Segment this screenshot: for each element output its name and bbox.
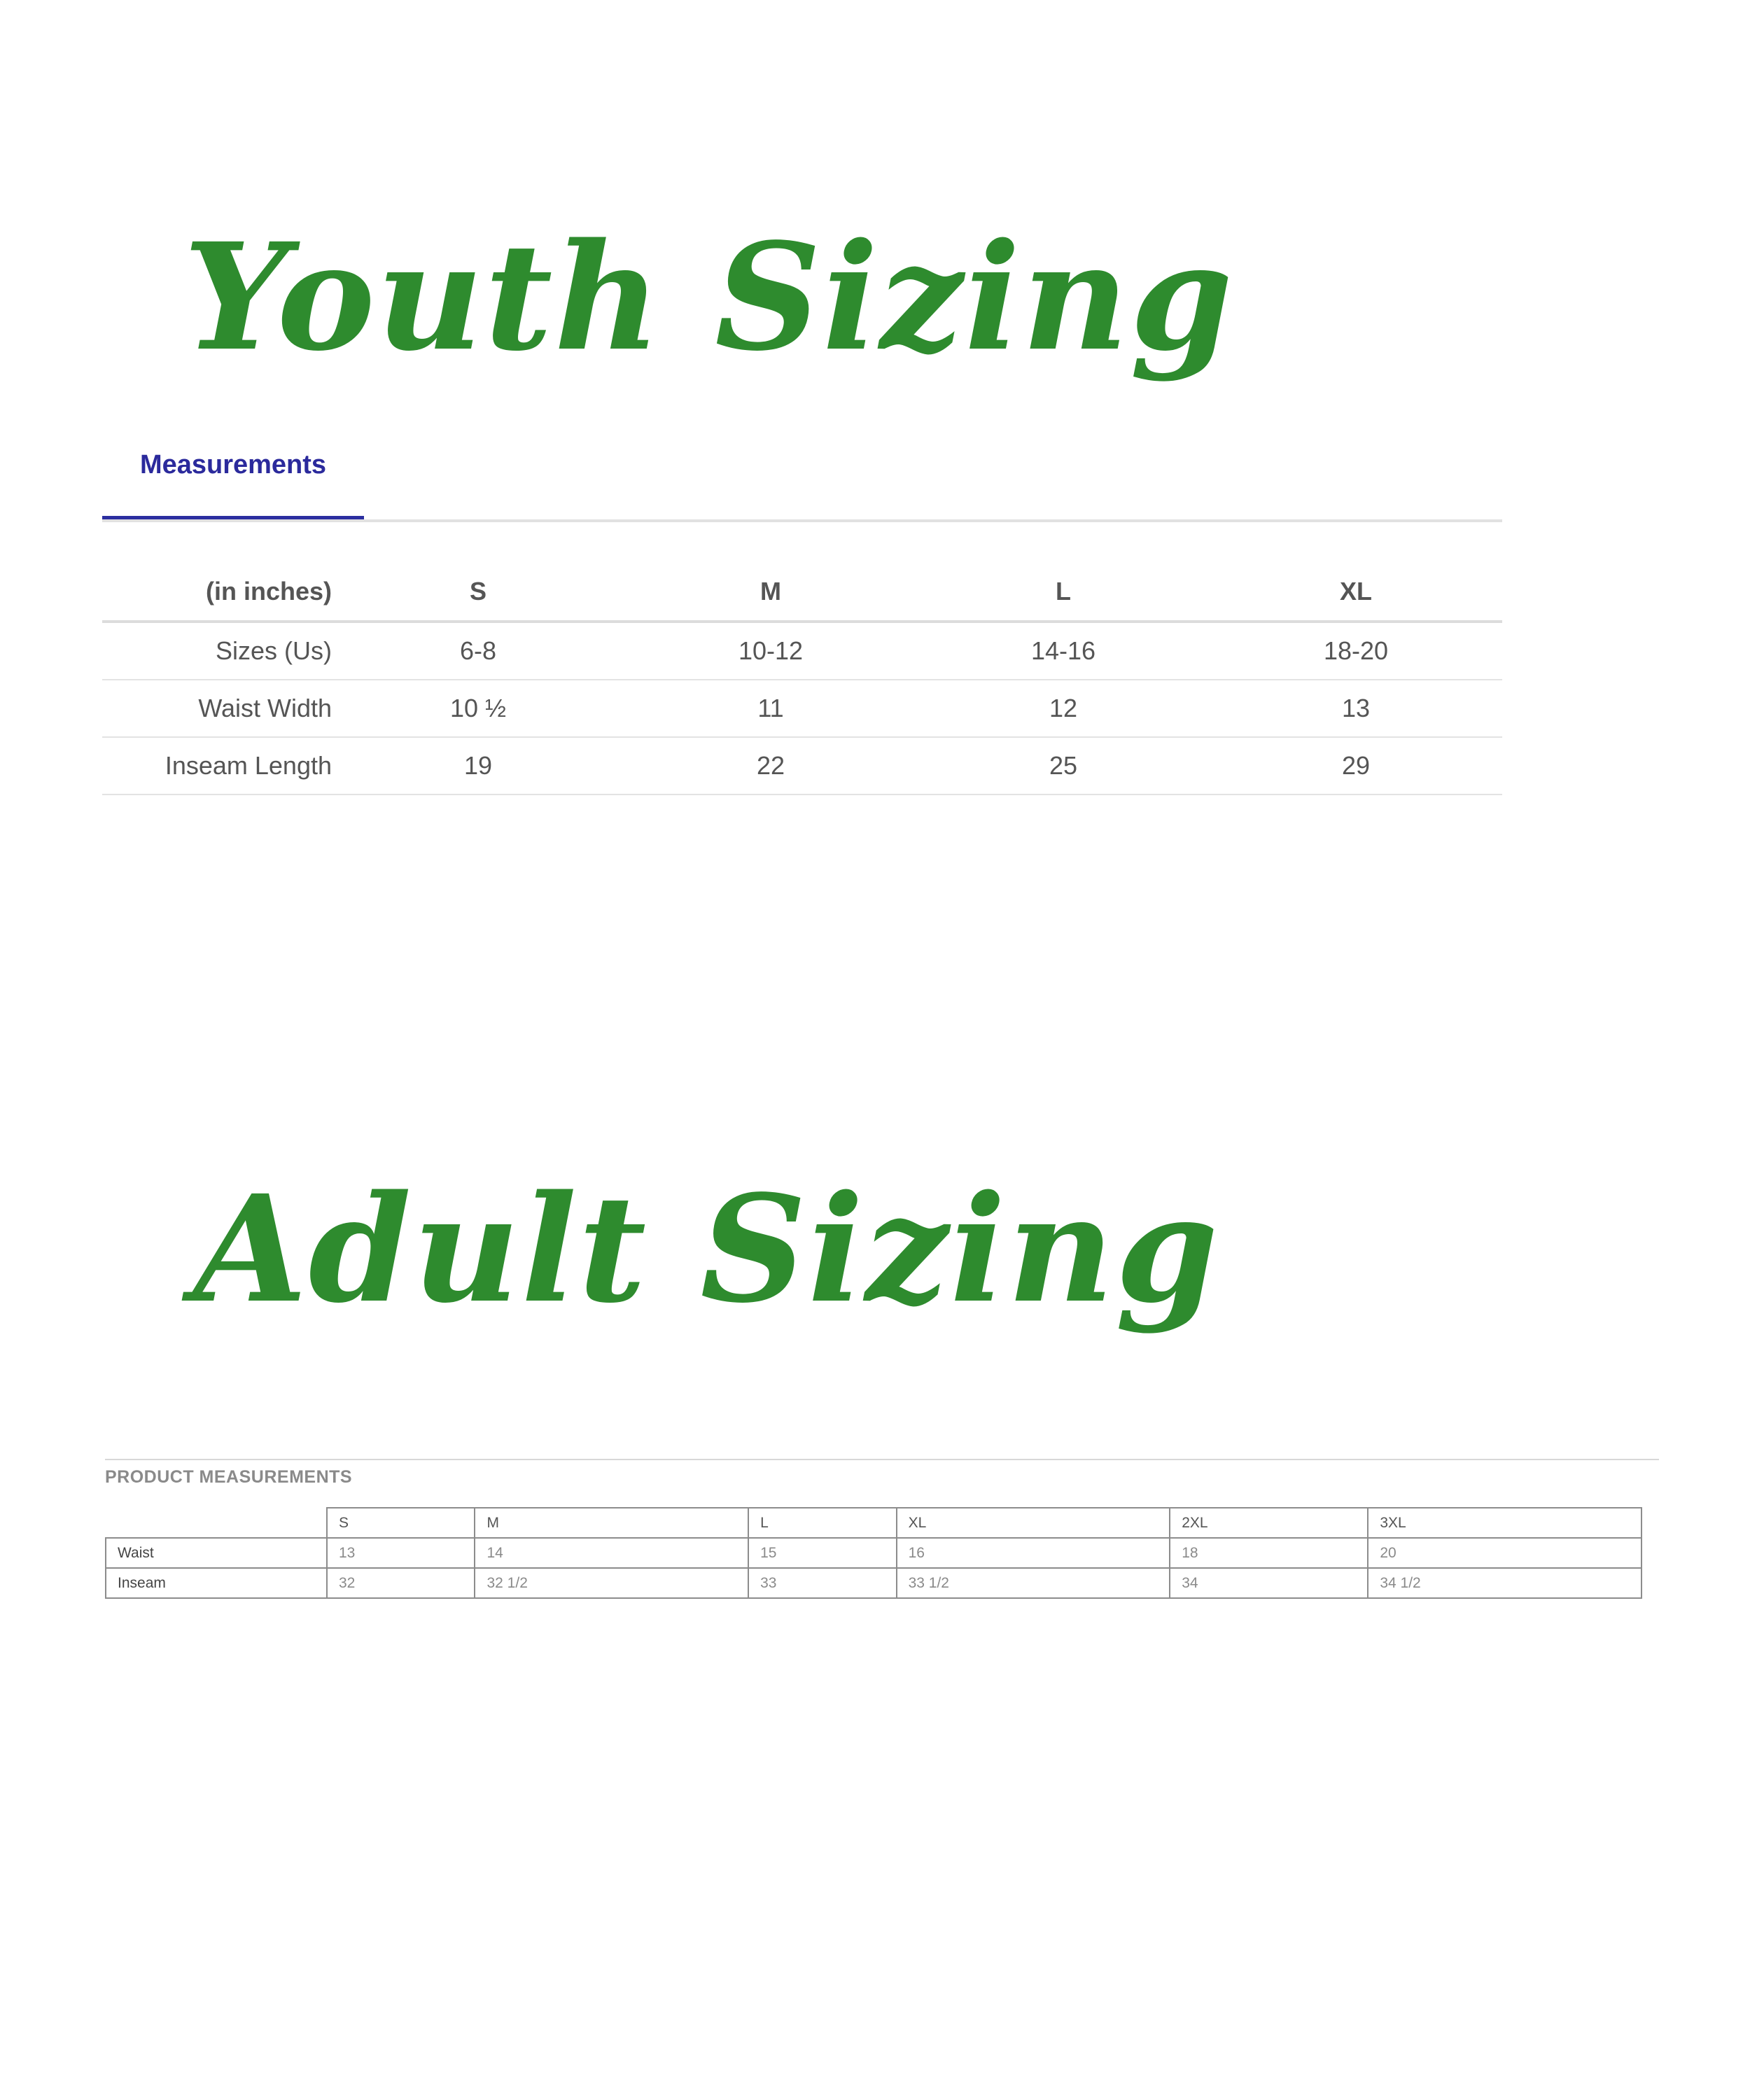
size-header-m: M bbox=[624, 563, 917, 622]
table-cell: 16 bbox=[897, 1538, 1170, 1568]
table-cell: 18 bbox=[1170, 1538, 1368, 1568]
youth-sizing-title: Youth Sizing bbox=[183, 211, 1235, 384]
section-divider bbox=[105, 1459, 1659, 1460]
table-row bbox=[102, 622, 1502, 680]
size-header-xl: XL bbox=[1210, 563, 1502, 622]
adult-size-table bbox=[105, 1507, 1642, 1599]
product-measurements-heading: PRODUCT MEASUREMENTS bbox=[105, 1467, 353, 1487]
table-cell: 33 1/2 bbox=[897, 1568, 1170, 1598]
table-row bbox=[106, 1568, 1642, 1598]
table-cell: 32 bbox=[327, 1568, 475, 1598]
table-cell: 12 bbox=[917, 680, 1210, 737]
table-cell: 25 bbox=[917, 737, 1210, 794]
youth-header-row bbox=[102, 563, 1502, 622]
row-label: Sizes (Us) bbox=[102, 622, 332, 680]
row-label: Waist bbox=[106, 1538, 327, 1568]
table-cell: 22 bbox=[624, 737, 917, 794]
tab-measurements-label: Measurements bbox=[139, 450, 327, 479]
table-row bbox=[102, 737, 1502, 794]
row-label: Inseam Length bbox=[102, 737, 332, 794]
table-cell: 15 bbox=[748, 1538, 896, 1568]
table-cell: 34 1/2 bbox=[1368, 1568, 1642, 1598]
table-cell: 14 bbox=[475, 1538, 748, 1568]
table-cell: 11 bbox=[624, 680, 917, 737]
table-cell: 19 bbox=[332, 737, 624, 794]
table-cell: 6-8 bbox=[332, 622, 624, 680]
row-label: Waist Width bbox=[102, 680, 332, 737]
table-cell: 33 bbox=[748, 1568, 896, 1598]
table-cell: 13 bbox=[1210, 680, 1502, 737]
table-cell: 34 bbox=[1170, 1568, 1368, 1598]
size-header-m: M bbox=[475, 1508, 748, 1538]
table-cell: 20 bbox=[1368, 1538, 1642, 1568]
table-cell: 18-20 bbox=[1210, 622, 1502, 680]
adult-measurements-section bbox=[105, 1459, 1659, 1599]
table-cell: 10-12 bbox=[624, 622, 917, 680]
size-header-xl: XL bbox=[897, 1508, 1170, 1538]
table-cell: 13 bbox=[327, 1538, 475, 1568]
row-label: Inseam bbox=[106, 1568, 327, 1598]
units-header: (in inches) bbox=[102, 563, 332, 622]
adult-sizing-title: Adult Sizing bbox=[193, 1163, 1220, 1336]
blank-corner-cell bbox=[106, 1508, 327, 1538]
size-header-2xl: 2XL bbox=[1170, 1508, 1368, 1538]
adult-header-row bbox=[106, 1508, 1642, 1538]
size-header-s: S bbox=[332, 563, 624, 622]
size-header-l: L bbox=[748, 1508, 896, 1538]
size-header-l: L bbox=[917, 563, 1210, 622]
tab-measurements[interactable] bbox=[102, 434, 364, 519]
youth-measurements-section bbox=[102, 434, 1502, 795]
size-header-3xl: 3XL bbox=[1368, 1508, 1642, 1538]
youth-size-table bbox=[102, 563, 1502, 795]
table-row bbox=[102, 680, 1502, 737]
table-cell: 14-16 bbox=[917, 622, 1210, 680]
table-cell: 29 bbox=[1210, 737, 1502, 794]
size-header-s: S bbox=[327, 1508, 475, 1538]
table-cell: 10 ½ bbox=[332, 680, 624, 737]
table-row bbox=[106, 1538, 1642, 1568]
tab-bar bbox=[102, 434, 1502, 522]
table-cell: 32 1/2 bbox=[475, 1568, 748, 1598]
